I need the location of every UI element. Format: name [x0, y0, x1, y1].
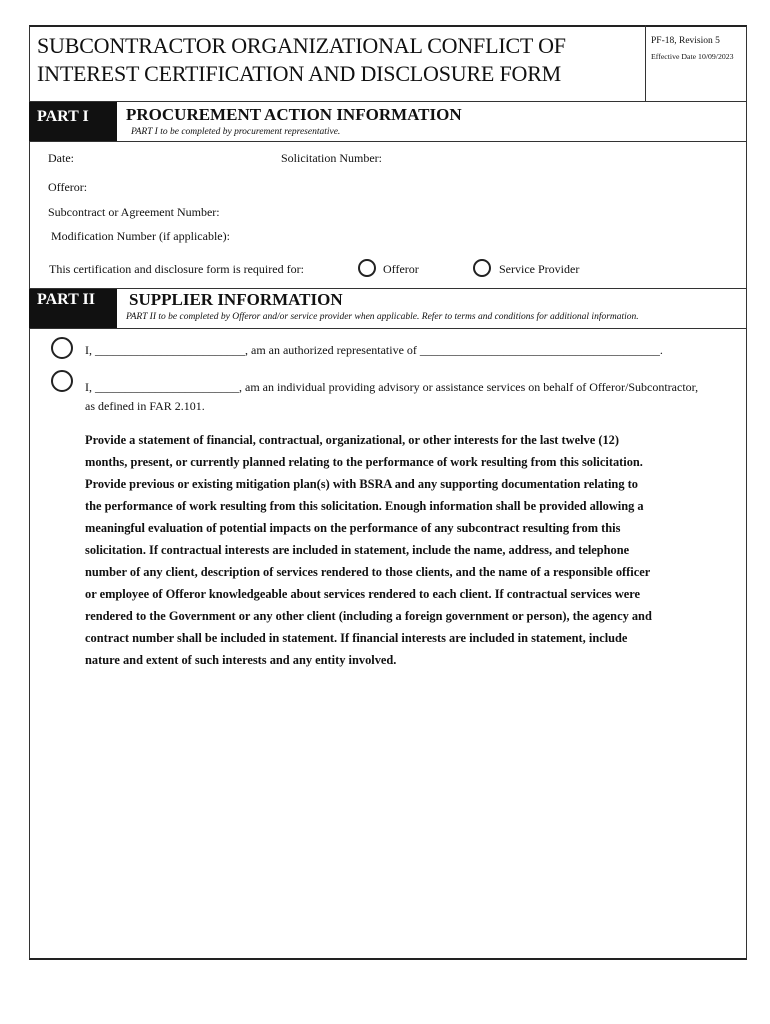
part2-title: SUPPLIER INFORMATION: [129, 290, 343, 309]
divider: [29, 101, 747, 102]
statement-line: meaningful evaluation of potential impacts on the performance of any subcontract resulting from this: [85, 521, 621, 535]
form-title-line-1: SUBCONTRACTOR ORGANIZATIONAL CONFLICT OF: [37, 33, 566, 58]
form-id: PF-18, Revision 5: [651, 36, 720, 46]
authorized-representative-text: I, _________________________, am an authorized representative of ________________________________________.: [85, 343, 663, 357]
statement-line: Provide a statement of financial, contractual, organizational, or other interests for the last twelve (12): [85, 433, 619, 447]
statement-line: or employee of Offeror knowledgeable about services rendered to each client. If contractual services were: [85, 587, 641, 601]
modification-number-label: Modification Number (if applicable):: [51, 229, 230, 243]
required-for-label: This certification and disclosure form is required for:: [49, 262, 304, 276]
statement-line: rendered to the Government or any other client (including a foreign government or person), the agency and: [85, 609, 652, 623]
divider: [29, 288, 747, 289]
authorized-representative-radio[interactable]: [51, 337, 73, 359]
part1-title: PROCUREMENT ACTION INFORMATION: [126, 105, 462, 124]
offeror-option-label: Offeror: [383, 262, 419, 276]
service-provider-radio[interactable]: [473, 259, 491, 277]
statement-line: number of any client, description of services rendered to those clients, and the name of a responsible officer: [85, 565, 651, 579]
statement-line: months, present, or currently planned relating to the performance of work resulting from this solicitation.: [85, 455, 643, 469]
divider: [29, 141, 747, 142]
statement-line: the performance of work resulting from this solicitation. Enough information shall be provided allowing a: [85, 499, 644, 513]
form-title-line-2: INTEREST CERTIFICATION AND DISCLOSURE FORM: [37, 61, 562, 86]
divider: [29, 328, 747, 329]
statement-line: Provide previous or existing mitigation plan(s) with BSRA and any supporting documentation relating to: [85, 477, 638, 491]
part1-tag: PART I: [29, 102, 117, 142]
part2-note: PART II to be completed by Offeror and/or service provider when applicable. Refer to terms and conditions for additional information.: [126, 312, 639, 322]
offeror-radio[interactable]: [358, 259, 376, 277]
part1-note: PART I to be completed by procurement representative.: [131, 127, 341, 137]
subcontract-number-label: Subcontract or Agreement Number:: [48, 205, 220, 219]
part2-tag: PART II: [29, 289, 117, 329]
individual-advisor-text-cont: as defined in FAR 2.101.: [85, 399, 205, 413]
statement-line: nature and extent of such interests and any entity involved.: [85, 653, 397, 667]
individual-advisor-text: I, ________________________, am an individual providing advisory or assistance services on behalf of Offeror/Subcontractor,: [85, 380, 699, 394]
date-label: Date:: [48, 151, 74, 165]
statement-line: solicitation. If contractual interests are included in statement, include the name, address, and telephone: [85, 543, 630, 557]
effective-date: Effective Date 10/09/2023: [651, 52, 734, 61]
revision-box: [645, 25, 747, 102]
statement-line: contract number shall be included in statement. If financial interests are included in statement, include: [85, 631, 628, 645]
disclosure-statement: [85, 429, 725, 671]
service-provider-option-label: Service Provider: [499, 262, 580, 276]
offeror-label: Offeror:: [48, 180, 88, 194]
solicitation-number-label: Solicitation Number:: [281, 151, 382, 165]
form-title: [37, 32, 637, 88]
individual-advisor-radio[interactable]: [51, 370, 73, 392]
